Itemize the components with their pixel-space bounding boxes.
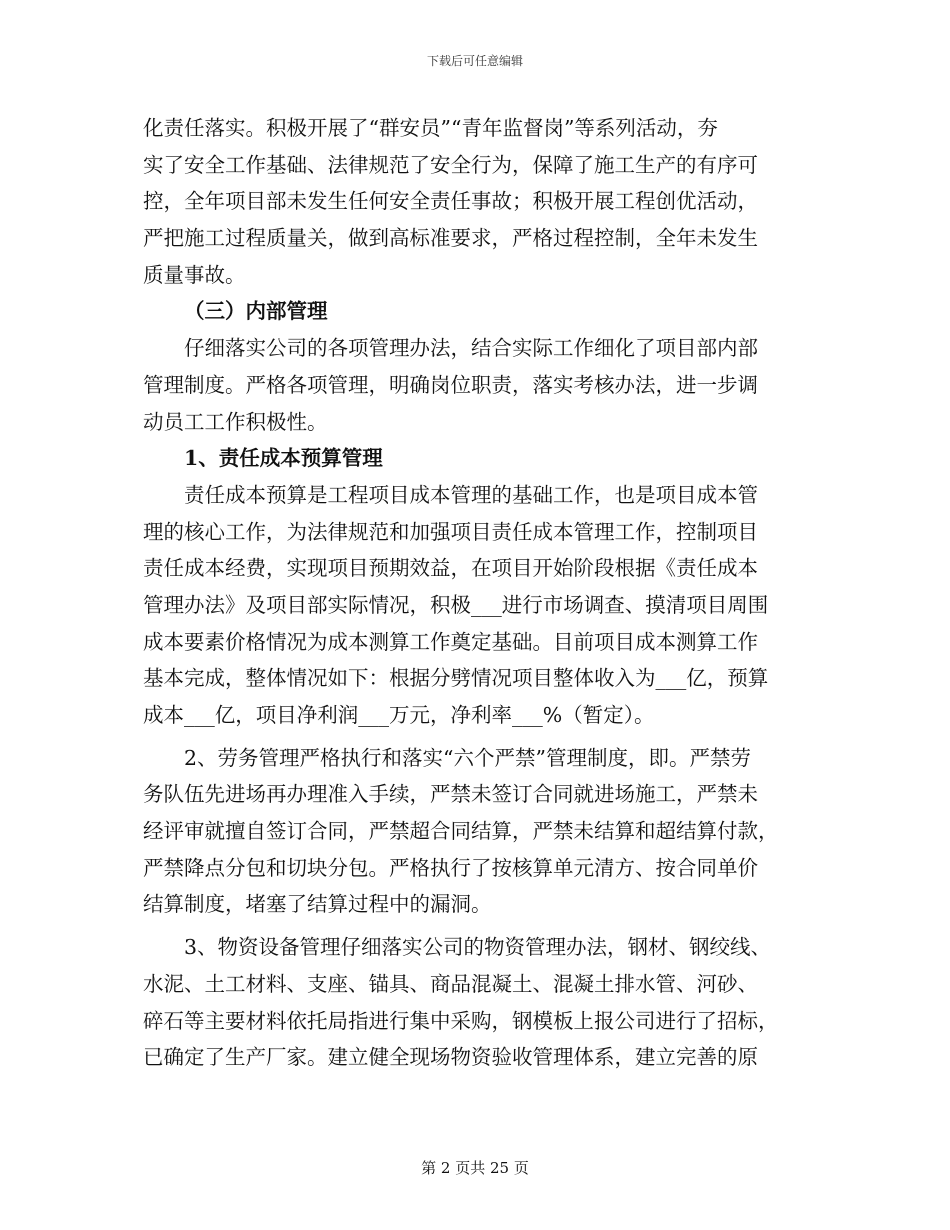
body-text-line: 质量事故。	[143, 262, 246, 287]
body-text-line: 基本完成，整体情况如下：根据分劈情况项目整体收入为___亿，预算	[143, 666, 769, 691]
body-text-line: 责任成本经费，实现项目预期效益，在项目开始阶段根据《责任成本	[143, 556, 758, 581]
body-text-line: 碎石等主要材料依托局指进行集中采购，钢模板上报公司进行了招标，	[143, 1008, 779, 1033]
document-body	[143, 110, 807, 1076]
section-heading: （三）内部管理	[184, 299, 328, 324]
body-text-line: 理的核心工作，为法律规范和加强项目责任成本管理工作，控制项目	[143, 519, 758, 544]
section-heading: 1、责任成本预算管理	[184, 446, 383, 471]
body-text-line: 化责任落实。积极开展了“群安员”“青年监督岗”等系列活动，夯	[143, 116, 718, 140]
body-text-line: 管理办法》及项目部实际情况，积极___进行市场调查、摸清项目周围	[143, 592, 769, 617]
body-text-line: 责任成本预算是工程项目成本管理的基础工作，也是项目成本管	[184, 482, 758, 507]
body-text-line: 成本要素价格情况为成本测算工作奠定基础。目前项目成本测算工作	[143, 629, 758, 654]
body-text-line: 严禁降点分包和切块分包。严格执行了按核算单元清方、按合同单价	[143, 855, 758, 880]
body-text-line: 水泥、土工材料、支座、锚具、商品混凝土、混凝土排水管、河砂、	[143, 971, 758, 996]
body-text-line: 2、劳务管理严格执行和落实“六个严禁”管理制度，即。严禁劳	[184, 745, 752, 770]
page-footer: 第 2 页共 25 页	[421, 1159, 529, 1177]
body-text-line: 动员工工作积极性。	[143, 409, 328, 434]
body-text-line: 经评审就擅自签订合同，严禁超合同结算，严禁未结算和超结算付款，	[143, 819, 779, 844]
body-text-line: 仔细落实公司的各项管理办法，结合实际工作细化了项目部内部	[184, 336, 758, 361]
body-text-line: 控，全年项目部未发生任何安全责任事故；积极开展工程创优活动，	[143, 189, 758, 214]
body-text-line: 实了安全工作基础、法律规范了安全行为，保障了施工生产的有序可	[143, 152, 758, 177]
body-text-line: 严把施工过程质量关，做到高标准要求，严格过程控制，全年未发生	[143, 226, 758, 251]
body-text-line: 务队伍先进场再办理准入手续，严禁未签订合同就进场施工，严禁未	[143, 782, 758, 807]
body-text-line: 结算制度，堵塞了结算过程中的漏洞。	[143, 892, 492, 917]
page-header: 下载后可任意编辑	[426, 54, 523, 68]
body-text-line: 管理制度。严格各项管理，明确岗位职责，落实考核办法，进一步调	[143, 372, 758, 397]
body-text-line: 3、物资设备管理仔细落实公司的物资管理办法，钢材、钢绞线、	[184, 935, 772, 960]
body-text-line: 已确定了生产厂家。建立健全现场物资验收管理体系，建立完善的原	[143, 1045, 758, 1070]
body-text-line: 成本___亿，项目净利润___万元，净利率___%（暂定）。	[143, 703, 655, 727]
